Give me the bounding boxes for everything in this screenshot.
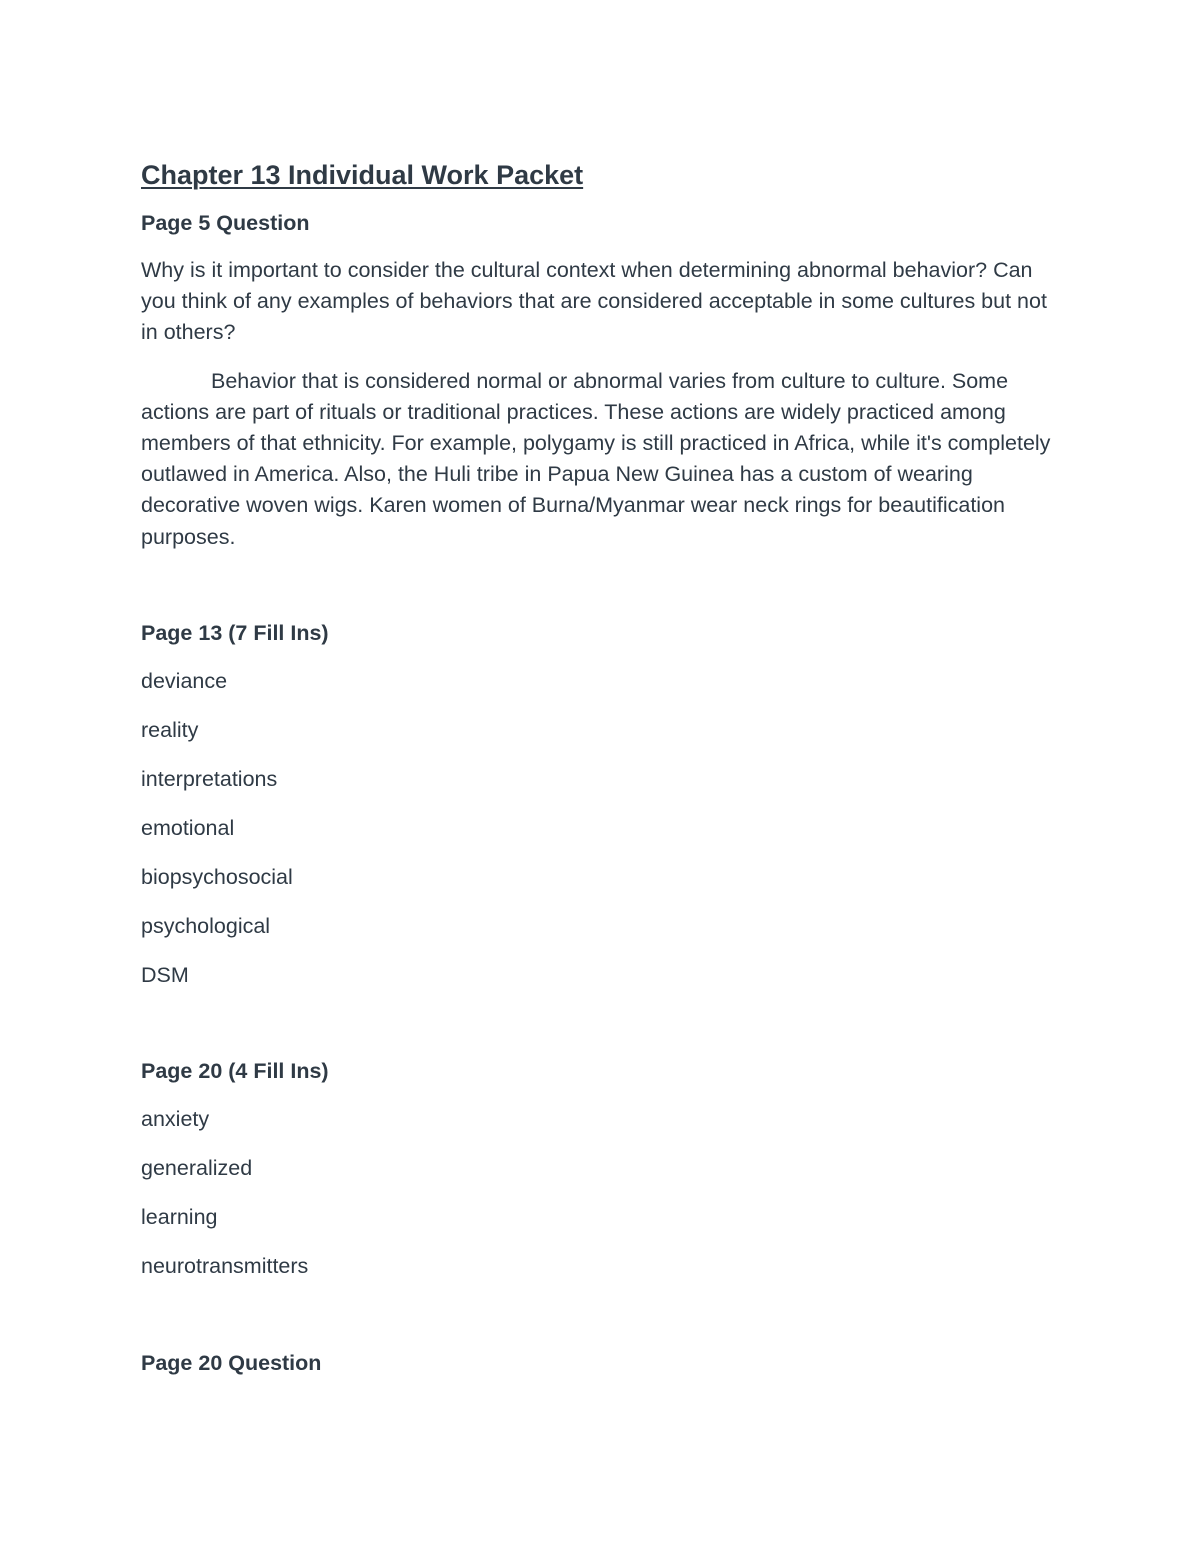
section-heading-page-20-question: Page 20 Question (141, 1350, 322, 1375)
list-item: generalized (141, 1155, 253, 1180)
list-item: DSM (141, 962, 189, 987)
section-heading-page-20-fill-ins: Page 20 (4 Fill Ins) (141, 1058, 329, 1083)
fill-in-list-page-13 (141, 666, 1051, 990)
document-content (141, 156, 1051, 1378)
section-heading-page-13-fill-ins: Page 13 (7 Fill Ins) (141, 620, 329, 645)
list-item: anxiety (141, 1106, 210, 1131)
list-item: psychological (141, 913, 271, 938)
list-item: learning (141, 1204, 218, 1229)
question-text: Why is it important to consider the cultural context when determining abnormal behavior? Can you think of any examples of behaviors that are considered acceptable in some cultures but not in others? (141, 258, 1047, 345)
list-item: neurotransmitters (141, 1253, 309, 1278)
list-item: biopsychosocial (141, 864, 293, 889)
answer-text: Behavior that is considered normal or abnormal varies from culture to culture. Some actions are part of rituals or traditional practices. These actions are widely practiced among members of that ethnicity. For example, polygamy is still practiced in Africa, while it's completely outlawed in America. Also, the Huli tribe in Papua New Guinea has a custom of wearing decorative woven wigs. Karen women of Burna/Myanmar wear neck rings for beautification purposes. (141, 368, 1051, 549)
fill-in-list-page-20 (141, 1104, 1051, 1281)
list-item: reality (141, 717, 199, 742)
list-item: deviance (141, 668, 228, 693)
list-item: emotional (141, 815, 235, 840)
section-heading-page-5-question: Page 5 Question (141, 211, 310, 235)
list-item: interpretations (141, 766, 278, 791)
document-title: Chapter 13 Individual Work Packet (141, 160, 584, 190)
